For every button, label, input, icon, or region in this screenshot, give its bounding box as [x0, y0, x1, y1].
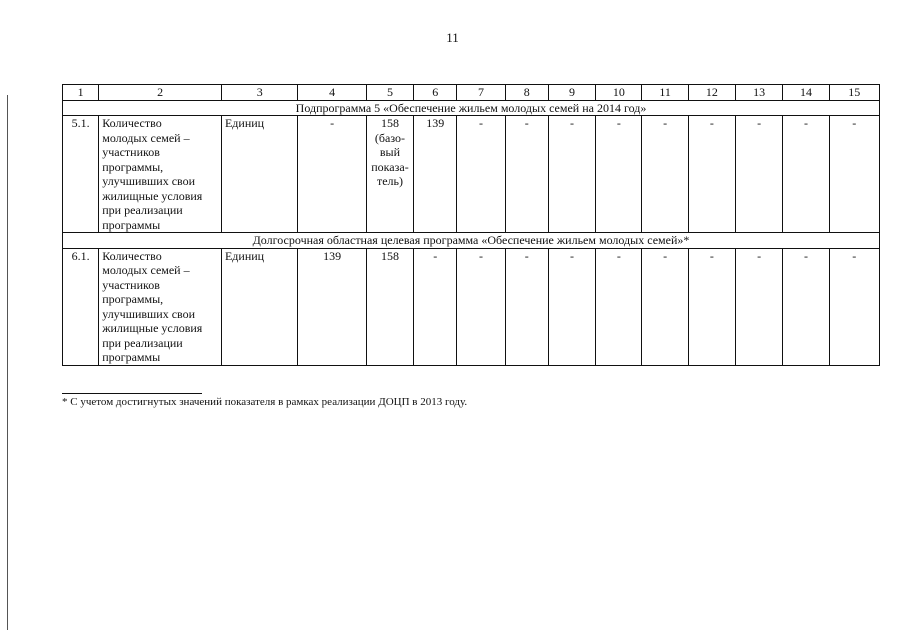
- value-cell-5: [366, 248, 413, 365]
- value-cell-9: -: [548, 248, 595, 365]
- indicator-line: программы: [102, 217, 161, 232]
- indicator-line: при реализации: [102, 203, 183, 217]
- footnote: * С учетом достигнутых значений показателя в рамках реализации ДОЦП в 2013 году.: [62, 396, 468, 408]
- header-cell: 9: [548, 85, 595, 101]
- value-cell-10: -: [596, 116, 642, 233]
- indicator-line: участников: [102, 277, 160, 292]
- row-number: 6.1.: [63, 248, 99, 365]
- table-row: [63, 116, 880, 233]
- header-cell: 11: [642, 85, 688, 101]
- indicator-line: Количество: [102, 116, 162, 130]
- value-cell-5: [366, 116, 413, 233]
- value-cell-14: -: [783, 116, 829, 233]
- value-cell-12: -: [688, 116, 735, 233]
- binding-edge-line: [7, 95, 8, 630]
- unit-cell: Единиц: [221, 248, 297, 365]
- value-cell-11: -: [642, 116, 688, 233]
- value-line: (базо-: [374, 130, 406, 145]
- indicator-name: [99, 248, 222, 365]
- page-number: 11: [446, 30, 459, 45]
- value-cell-15: -: [829, 248, 879, 365]
- header-cell: 8: [505, 85, 548, 101]
- header-cell: 10: [596, 85, 642, 101]
- value-cell-6: -: [414, 248, 457, 365]
- value-line: вый: [379, 145, 401, 159]
- indicators-table: [62, 84, 880, 366]
- header-cell: 15: [829, 85, 879, 101]
- unit-cell: Единиц: [221, 116, 297, 233]
- indicator-line: молодых семей –: [102, 263, 190, 277]
- indicator-line: программы: [102, 350, 161, 364]
- header-cell: 3: [221, 85, 297, 101]
- section-title-row: [63, 233, 880, 249]
- indicator-line: участников: [102, 145, 160, 159]
- table-row: [63, 248, 880, 365]
- header-cell: 4: [298, 85, 366, 101]
- indicator-line: улучшивших свои: [102, 174, 196, 188]
- value-cell-14: -: [783, 248, 829, 365]
- value-cell-11: -: [642, 248, 688, 365]
- header-cell: 14: [783, 85, 829, 101]
- value-cell-9: -: [548, 116, 595, 233]
- value-cell-4: 139: [298, 248, 366, 365]
- indicator-line: программы,: [102, 292, 164, 306]
- footnote-separator: [62, 393, 202, 394]
- indicator-line: жилищные условия: [102, 321, 203, 335]
- header-cell: 6: [414, 85, 457, 101]
- indicator-line: программы,: [102, 159, 164, 174]
- section-title-row: [63, 100, 880, 116]
- indicator-name: [99, 116, 222, 233]
- value-cell-7: -: [457, 116, 505, 233]
- section-title: Подпрограмма 5 «Обеспечение жильем молодых семей на 2014 год»: [63, 100, 880, 116]
- header-cell: 13: [736, 85, 783, 101]
- value-cell-7: -: [457, 248, 505, 365]
- value-cell-12: -: [688, 248, 735, 365]
- table-header-row: [63, 85, 880, 101]
- header-cell: 7: [457, 85, 505, 101]
- indicator-line: при реализации: [102, 335, 183, 350]
- value-line: показа-: [371, 159, 409, 174]
- value-line: 158: [380, 248, 399, 263]
- header-cell: 5: [366, 85, 413, 101]
- header-cell: 1: [63, 85, 99, 101]
- value-cell-10: -: [596, 248, 642, 365]
- value-line: 158: [380, 116, 399, 130]
- indicator-line: Количество: [102, 248, 162, 263]
- indicator-line: жилищные условия: [102, 188, 203, 203]
- value-cell-8: -: [505, 248, 548, 365]
- value-cell-4: -: [298, 116, 366, 233]
- value-line: тель): [376, 174, 403, 188]
- value-cell-15: -: [829, 116, 879, 233]
- header-cell: 12: [688, 85, 735, 101]
- value-cell-13: -: [736, 248, 783, 365]
- section-title: Долгосрочная областная целевая программа «Обеспечение жильем молодых семей»*: [63, 233, 880, 249]
- value-cell-8: -: [505, 116, 548, 233]
- value-cell-13: -: [736, 116, 783, 233]
- row-number: 5.1.: [63, 116, 99, 233]
- value-cell-6: 139: [414, 116, 457, 233]
- header-cell: 2: [99, 85, 222, 101]
- indicator-line: улучшивших свои: [102, 306, 196, 321]
- indicator-line: молодых семей –: [102, 130, 190, 145]
